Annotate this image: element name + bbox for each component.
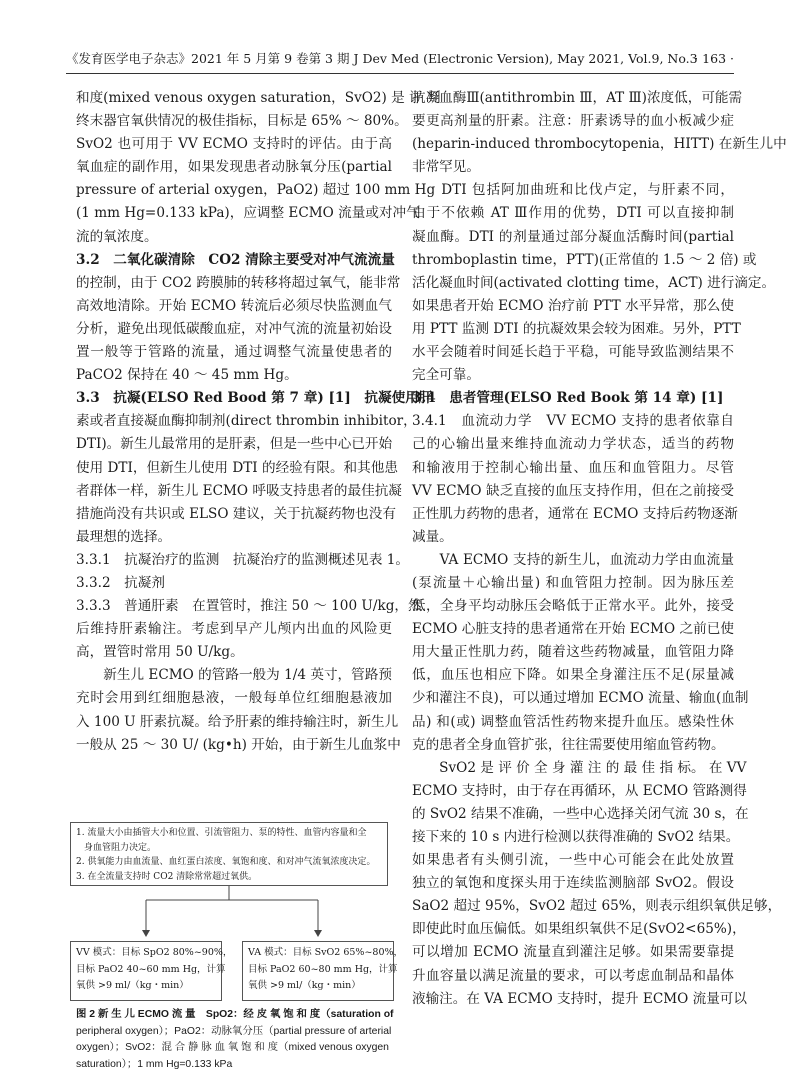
- figure-top-line: 2. 供氧能力由血流量、血红蛋白浓度、氧饱和度、和对冲气流氧浓度决定。: [76, 857, 376, 867]
- left-text-line: 措施尚没有共识或 ELSO 建议，关于抗凝药物也没有: [76, 505, 396, 522]
- left-text-line: 使用 DTI，但新生儿使用 DTI 的经验有限。和其他患: [76, 459, 398, 476]
- right-text-line: 用大量正性肌力药，随着这些药物减量，血管阻力降: [412, 644, 734, 661]
- right-text-line: 要更高剂量的肝素。注意：肝素诱导的血小板减少症: [412, 113, 734, 130]
- va-mode-box: [242, 941, 404, 1001]
- left-text-line: 3.3 抗凝(ELSO Red Bood 第 7 章) [1] 抗凝使用肝: [76, 390, 433, 407]
- right-text-line: thromboplastin time，PTT)(正常值的 1.5 ～ 2 倍) 或: [412, 251, 757, 268]
- right-text-line: 接下来的 10 s 内进行检测以获得准确的 SvO2 结果。: [412, 829, 740, 845]
- left-text-line: 入 100 U 肝素抗凝。给予肝素的维持输注时，新生儿: [76, 713, 399, 730]
- left-text-line: pressure of arterial oxygen，PaO2) 超过 100 mm Hg: [76, 182, 436, 199]
- right-text-line: ECMO 心脏支持的患者通常在开始 ECMO 之前已使: [412, 621, 734, 638]
- right-text-line: 正性肌力药物的患者，通常在 ECMO 支持后药物逐渐: [412, 505, 738, 522]
- vv-line: VV 模式：目标 SpO2 80%~90%，: [76, 947, 233, 958]
- right-text-line: 可以增加 ECMO 流量直到灌注足够。如果需要靠提: [412, 944, 734, 961]
- running-header: [66, 50, 734, 68]
- caption-line: peripheral oxygen）；PaO2：动脉氧分压（partial pressure of arterial: [76, 1025, 392, 1037]
- right-text-line: 非常罕见。: [412, 159, 480, 176]
- left-text-line: 流的氧浓度。: [76, 228, 158, 245]
- right-text-line: 水平会随着时间延长趋于平稳，可能导致监测结果不: [412, 344, 734, 361]
- right-text-line: ECMO 支持时，由于存在再循环，从 ECMO 管路测得: [412, 782, 747, 799]
- right-text-line: 如果患者有头侧引流，一些中心可能会在此处放置: [412, 852, 734, 869]
- right-text-line: 液输注。在 VA ECMO 支持时，提升 ECMO 流量可以: [412, 990, 747, 1007]
- left-text-line: DTI)。新生儿最常用的是肝素，但是一些中心已开始: [76, 436, 393, 453]
- right-text-line: (heparin-induced thrombocytopenia，HITT) 在新生儿中: [412, 136, 787, 153]
- caption-line: oxygen）；SvO2：混 合 静 脉 血 氧 饱 和 度（mixed venous oxygen: [76, 1042, 389, 1053]
- right-text-line: VV ECMO 缺乏直接的血压支持作用，但在之前接受: [412, 482, 734, 499]
- left-text-line: 氧血症的副作用，如果发现患者动脉氧分压(partial: [76, 159, 392, 176]
- right-text-line: 减量。: [412, 528, 453, 545]
- right-text-line: 的 SvO2 结果不准确，一些中心选择关闭气流 30 s，在: [412, 805, 749, 822]
- right-text-line: 己的心输出量来维持血流动力学状态，适当的药物: [412, 436, 734, 453]
- left-text-line: 3.3.3 普通肝素 在置管时，推注 50 ～ 100 U/kg，然: [76, 598, 422, 615]
- right-text-line: 低，全身平均动脉压会略低于正常水平。此外，接受: [412, 598, 734, 615]
- left-text-line: 者群体一样，新生儿 ECMO 呼吸支持患者的最佳抗凝: [76, 482, 402, 499]
- right-text-line: 3.4 患者管理(ELSO Red Book 第 14 章) [1]: [412, 390, 724, 407]
- page-number: · 163 ·: [694, 51, 734, 66]
- figure-flow-arrows: [70, 886, 392, 941]
- left-text-line: SvO2 也可用于 VV ECMO 支持时的评估。由于高: [76, 136, 392, 153]
- journal-citation: 《发育医学电子杂志》2021 年 5 月第 9 卷第 3 期 J Dev Med (Electronic Version), May 2021, Vol.9, No.3: [66, 51, 698, 66]
- left-text-line: 最理想的选择。: [76, 528, 172, 545]
- left-text-line: 置一般等于管路的流量，通过调整气流量使患者的: [76, 344, 392, 361]
- left-text-line: 素或者直接凝血酶抑制剂(direct thrombin inhibitor，: [76, 413, 417, 430]
- right-text-line: 低，血压也相应下降。如果全身灌注压不足(尿量减: [412, 667, 734, 684]
- va-line: VA 模式：目标 SvO2 65%~80%，: [248, 947, 404, 958]
- vv-mode-box: [70, 941, 233, 1001]
- left-text-line: 分析，避免出现低碳酸血症，对冲气流的流量初始设: [76, 320, 392, 337]
- figure-top-box: [70, 822, 388, 886]
- right-text-line: 凝血酶。DTI 的剂量通过部分凝血活酶时间(partial: [412, 228, 734, 245]
- right-text-line: 品) 和(或) 调整血管活性药物来提升血压。感染性休: [412, 713, 734, 730]
- vv-line: 目标 PaO2 40~60 mm Hg，计算: [76, 963, 226, 975]
- right-text-line: (泵流量＋心输出量) 和血管阻力控制。因为脉压差: [412, 574, 734, 591]
- right-text-line: 3.4.1 血流动力学 VV ECMO 支持的患者依靠自: [412, 413, 734, 430]
- figure-top-line: 1. 流量大小由插管大小和位置、引流管阻力、泵的特性、血管内容量和全: [76, 828, 367, 838]
- right-text-line: DTI 包括阿加曲班和比伐卢定，与肝素不同，: [412, 182, 734, 199]
- right-text-line: 少和灌注不良)，可以通过增加 ECMO 流量、输血(血制: [412, 690, 749, 707]
- right-text-line: 升血容量以满足流量的要求，可以考虑血制品和晶体: [412, 967, 734, 984]
- caption-line: 图 2 新 生 儿 ECMO 流 量 SpO2：经 皮 氧 饱 和 度（saturation of: [76, 1009, 394, 1020]
- left-text-line: 的控制，由于 CO2 跨膜肺的转移将超过氧气，能非常: [76, 274, 401, 291]
- left-text-line: 高，置管时常用 50 U/kg。: [76, 644, 244, 661]
- right-text-line: 用 PTT 监测 DTI 的抗凝效果会较为困难。另外，PTT: [412, 320, 741, 337]
- va-line: 氧供 >9 ml/（kg・min）: [248, 980, 361, 991]
- right-text-line: 即使此时血压偏低。如果组织氧供不足(SvO2<65%)，: [412, 921, 746, 938]
- vv-line: 氧供 >9 ml/（kg・min）: [76, 980, 189, 991]
- caption-line: saturation）；1 mm Hg=0.133 kPa: [76, 1058, 233, 1070]
- right-text-line: SaO2 超过 95%，SvO2 超过 65%，则表示组织氧供足够，: [412, 898, 782, 915]
- figure-top-line: 3. 在全流量支持时 CO2 清除常常超过氧供。: [76, 871, 258, 882]
- right-text-line: 由于不依赖 AT Ⅲ作用的优势，DTI 可以直接抑制: [412, 205, 734, 222]
- left-text-line: 和度(mixed venous oxygen saturation，SvO2) 是 评 判: [76, 90, 441, 106]
- figure-2: [66, 822, 404, 1074]
- left-text-line: 后维持肝素输注。考虑到早产儿颅内出血的风险更: [76, 621, 392, 638]
- left-text-line: 一般从 25 ～ 30 U/ (kg•h) 开始，由于新生儿血浆中: [76, 736, 401, 753]
- figure-caption: [76, 1007, 394, 1073]
- right-text-line: 和输液用于控制心输出量、血压和血管阻力。尽管: [412, 459, 734, 476]
- header-rule: [66, 73, 734, 74]
- va-line: 目标 PaO2 60~80 mm Hg，计算: [248, 963, 398, 975]
- figure-top-line: 身血管阻力决定。: [84, 842, 157, 853]
- right-text-line: 独立的氧饱和度探头用于连续监测脑部 SvO2。假设: [412, 875, 734, 892]
- right-text-line: 抗凝血酶Ⅲ(antithrombin Ⅲ，AT Ⅲ)浓度低，可能需: [412, 90, 743, 106]
- right-text-line: VA ECMO 支持的新生儿，血流动力学由血流量: [412, 551, 734, 568]
- left-text-line: 3.2 二氧化碳清除 CO2 清除主要受对冲气流流量: [76, 251, 395, 268]
- left-text-line: 3.3.1 抗凝治疗的监测 抗凝治疗的监测概述见表 1。: [76, 551, 410, 568]
- right-text-line: 完全可靠。: [412, 367, 480, 384]
- left-text-line: 新生儿 ECMO 的管路一般为 1/4 英寸，管路预: [76, 667, 392, 684]
- right-text-line: 活化凝血时间(activated clotting time，ACT) 进行滴定。: [412, 274, 776, 291]
- left-text-line: 高效地清除。开始 ECMO 转流后必须尽快监测血气: [76, 297, 392, 314]
- left-text-line: (1 mm Hg=0.133 kPa)，应调整 ECMO 流量或对冲气: [76, 205, 420, 222]
- right-text-line: 克的患者全身血管扩张，往往需要使用缩血管药物。: [412, 736, 725, 753]
- right-column: [412, 87, 787, 1011]
- right-text-line: 如果患者开始 ECMO 治疗前 PTT 水平异常，那么使: [412, 297, 734, 314]
- right-text-line: SvO2 是 评 价 全 身 灌 注 的 最 佳 指 标。 在 VV: [412, 759, 747, 776]
- left-text-line: 充时会用到红细胞悬液，一般每单位红细胞悬液加: [76, 690, 392, 707]
- left-text-line: PaCO2 保持在 40 ～ 45 mm Hg。: [76, 367, 298, 384]
- left-text-line: 终末器官氧供情况的极佳指标，目标是 65% ～ 80%。: [76, 113, 408, 130]
- left-text-line: 3.3.2 抗凝剂: [76, 574, 165, 591]
